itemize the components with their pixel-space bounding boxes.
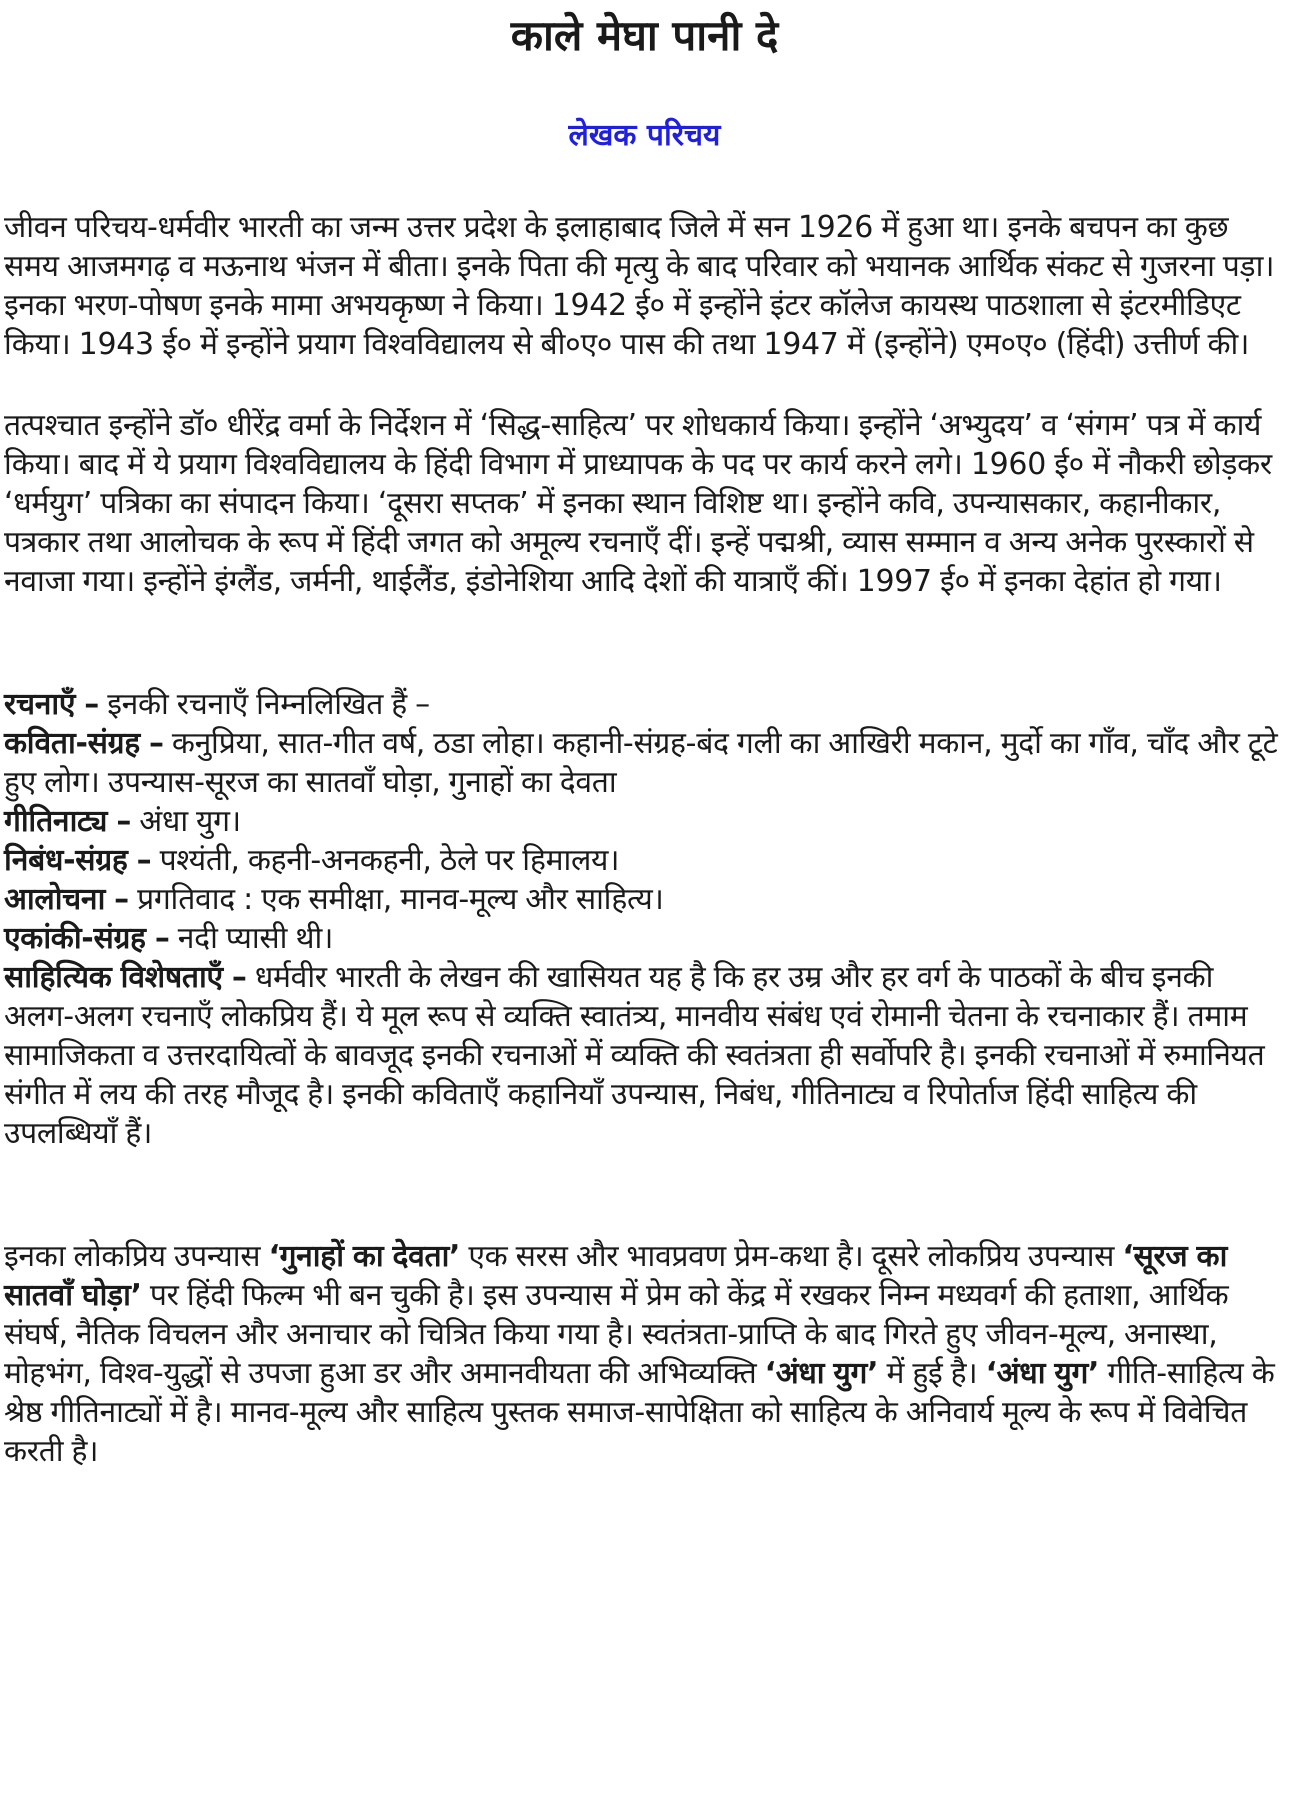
works-one-act (4, 919, 1285, 958)
work-label: गीतिनाट्य – (4, 804, 132, 839)
works-lyrical-drama (4, 802, 1285, 841)
text-run: गीति-साहित्य के श्रेष्ठ गीतिनाट्यों में है। मानव-मूल्य और साहित्य पुस्तक समाज-सापेक्षिता को साहित्य के अनिवार्य मूल्य के रूप में विवेचित करती है। (4, 1356, 1275, 1469)
work-text: इनकी रचनाएँ निम्नलिखित हैं – (98, 687, 430, 722)
works-literary-features (4, 958, 1285, 1153)
work-label: आलोचना – (4, 882, 129, 917)
document-page (0, 6, 1289, 1796)
work-label: कविता-संग्रह – (4, 726, 164, 761)
paragraph-career: तत्पश्चात इन्होंने डॉ० धीरेंद्र वर्मा के निर्देशन में ‘सिद्ध-साहित्य’ पर शोधकार्य किया। इन्होंने ‘अभ्युदय’ व ‘संगम’ पत्र में कार्य किया। बाद में ये प्रयाग विश्वविद्यालय के हिंदी विभाग में प्राध्यापक के पद पर कार्य करने लगे। 1960 ई० में नौकरी छोड़कर ‘धर्मयुग’ पत्रिका का संपादन किया। ‘दूसरा सप्तक’ में इनका स्थान विशिष्ट था। इन्होंने कवि, उपन्यासकार, कहानीकार, पत्रकार तथा आलोचक के रूप में हिंदी जगत को अमूल्य रचनाएँ दीं। इन्हें पद्मश्री, व्यास सम्मान व अन्य अनेक पुरस्कारों से नवाजा गया। इन्होंने इंग्लैंड, जर्मनी, थाईलैंड, इंडोनेशिया आदि देशों की यात्राएँ कीं। 1997 ई० में इनका देहांत हो गया। (4, 408, 1272, 599)
paragraph-novels (4, 1237, 1285, 1471)
work-text: अंधा युग। (131, 804, 241, 839)
works-essays (4, 841, 1285, 880)
page-title: काले मेघा पानी दे (510, 11, 779, 60)
works-intro (4, 685, 1285, 724)
text-run: एक सरस और भावप्रवण प्रेम-कथा है। दूसरे लोकप्रिय उपन्यास (460, 1239, 1123, 1274)
novel-title: ‘अंधा युग’ (764, 1356, 879, 1391)
works-poetry (4, 724, 1285, 802)
works-list (4, 685, 1285, 1153)
section-heading-author-intro: लेखक परिचय (568, 118, 721, 153)
work-text: धर्मवीर भारती के लेखन की खासियत यह है कि हर उम्र और हर वर्ग के पाठकों के बीच इनकी अलग-अलग रचनाएँ लोकप्रिय हैं। ये मूल रूप से व्यक्ति स्वातंत्र्य, मानवीय संबंध एवं रोमानी चेतना के रचनाकार हैं। तमाम सामाजिकता व उत्तरदायित्वों के बावजूद इनकी रचनाओं में व्यक्ति की स्वतंत्रता ही सर्वोपरि है। इनकी रचनाओं में रुमानियत संगीत में लय की तरह मौजूद है। इनकी कविताएँ कहानियाँ उपन्यास, निबंध, गीतिनाट्य व रिपोर्ताज हिंदी साहित्य की उपलब्धियाँ हैं। (4, 960, 1265, 1151)
novel-title: ‘गुनाहों का देवता’ (268, 1239, 461, 1274)
text-run: पर हिंदी फिल्म भी बन चुकी है। इस उपन्यास में प्रेम को केंद्र में रखकर निम्न मध्यवर्ग की हताशा, आर्थिक संघर्ष, नैतिक विचलन और अनाचार को चित्रित किया गया है। स्वतंत्रता-प्राप्ति के बाद गिरते हुए जीवन-मूल्य, अनास्था, मोहभंग, विश्व-युद्धों से उपजा हुआ डर और अमानवीयता की अभिव्यक्ति (4, 1278, 1229, 1391)
works-criticism (4, 880, 1285, 919)
novel-title: ‘सूरज का सातवाँ घोड़ा’ (4, 1239, 1228, 1313)
paragraph-biography: जीवन परिचय-धर्मवीर भारती का जन्म उत्तर प्रदेश के इलाहाबाद जिले में सन 1926 में हुआ था। इनके बचपन का कुछ समय आजमगढ़ व मऊनाथ भंजन में बीता। इनके पिता की मृत्यु के बाद परिवार को भयानक आर्थिक संकट से गुजरना पड़ा। इनका भरण-पोषण इनके मामा अभयकृष्ण ने किया। 1942 ई० में इन्होंने इंटर कॉलेज कायस्थ पाठशाला से इंटरमीडिएट किया। 1943 ई० में इन्होंने प्रयाग विश्वविद्यालय से बी०ए० पास की तथा 1947 में (इन्होंने) एम०ए० (हिंदी) उत्तीर्ण की। (4, 210, 1275, 362)
work-text: नदी प्यासी थी। (169, 921, 334, 956)
work-label: साहित्यिक विशेषताएँ – (4, 960, 247, 995)
text-run: में हुई है। (878, 1356, 986, 1391)
work-text: प्रगतिवाद : एक समीक्षा, मानव-मूल्य और साहित्य। (128, 882, 664, 917)
work-text: पश्यंती, कहनी-अनकहनी, ठेले पर हिमालय। (151, 843, 620, 878)
text-run: इनका लोकप्रिय उपन्यास (4, 1239, 269, 1274)
work-label: रचनाएँ – (4, 687, 99, 722)
work-label: एकांकी-संग्रह – (4, 921, 170, 956)
work-text: कनुप्रिया, सात-गीत वर्ष, ठडा लोहा। कहानी-संग्रह-बंद गली का आखिरी मकान, मुर्दो का गाँव, चाँद और टूटे हुए लोग। उपन्यास-सूरज का सातवाँ घोड़ा, गुनाहों का देवता (4, 726, 1278, 800)
novel-title: ‘अंधा युग’ (985, 1356, 1100, 1391)
work-label: निबंध-संग्रह – (4, 843, 152, 878)
